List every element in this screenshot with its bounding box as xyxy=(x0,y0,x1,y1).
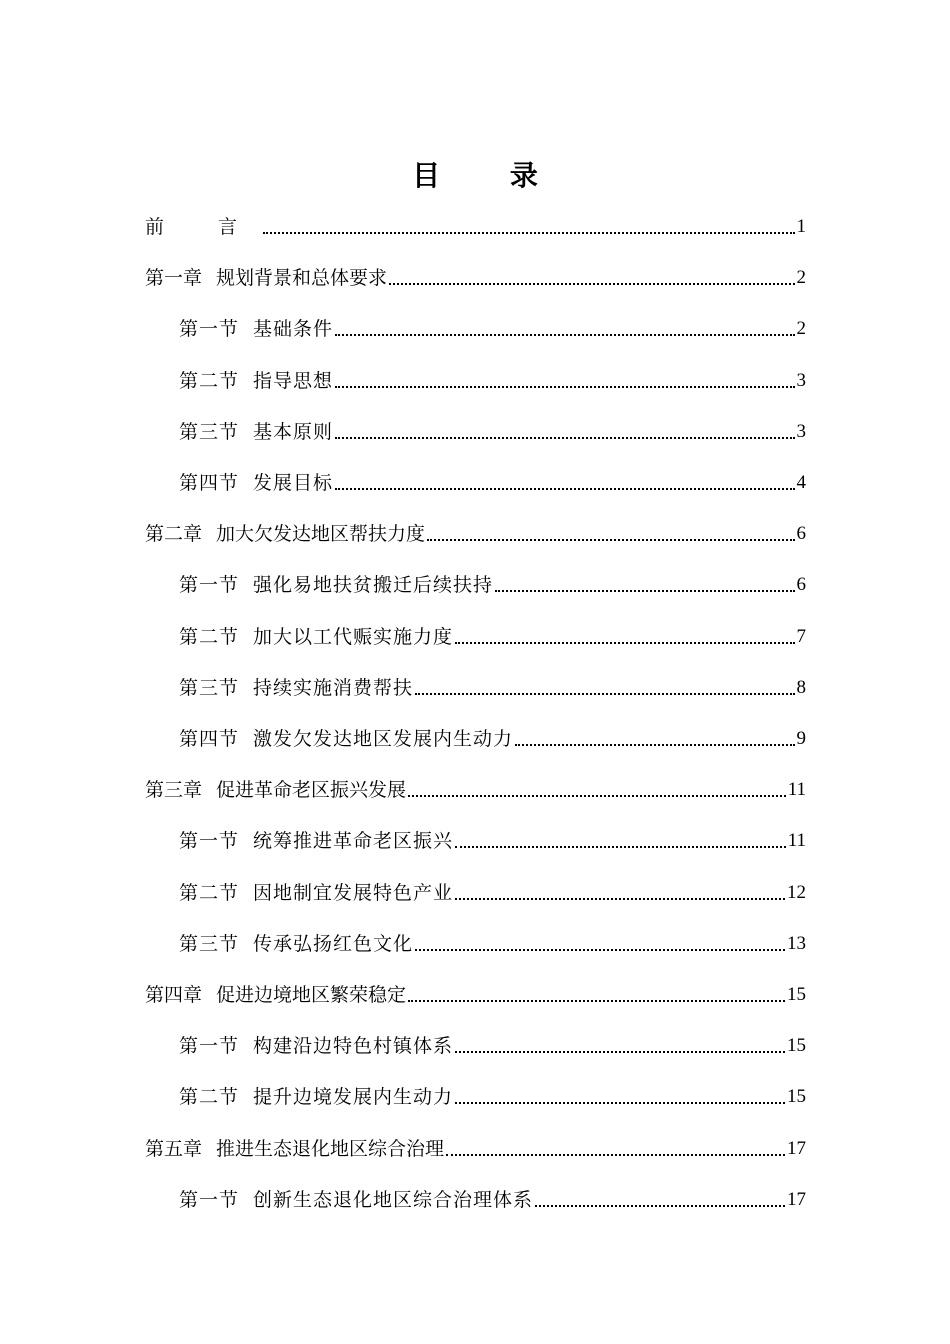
toc-entry-page-number: 11 xyxy=(787,830,806,852)
toc-section-entry[interactable] xyxy=(179,1070,806,1110)
toc-entry-page-number: 11 xyxy=(787,779,806,801)
dot-leader xyxy=(515,744,794,746)
toc-entry-number: 第二节 xyxy=(179,1086,240,1109)
toc-entry-number: 第三章 xyxy=(145,779,203,802)
dot-leader xyxy=(455,846,786,848)
toc-entry-number: 第五章 xyxy=(145,1137,203,1160)
toc-entry-text: 前 言 xyxy=(145,216,262,238)
toc-entry-text: 加大欠发达地区帮扶力度 xyxy=(216,523,426,546)
toc-chapter-entry[interactable] xyxy=(145,1122,806,1162)
toc-entry-number: 第四节 xyxy=(179,728,240,750)
toc-section-entry[interactable] xyxy=(179,610,806,650)
toc-entry-text: 发展目标 xyxy=(253,472,334,494)
toc-entry-label xyxy=(179,316,333,342)
toc-section-entry[interactable] xyxy=(179,866,806,906)
toc-entry-page-number: 15 xyxy=(787,1035,806,1057)
toc-entry-page-number: 3 xyxy=(796,420,806,442)
dot-leader xyxy=(455,898,785,900)
toc-entry-number: 第三节 xyxy=(179,420,240,443)
dot-leader xyxy=(263,232,794,234)
toc-section-entry[interactable] xyxy=(179,712,806,752)
toc-entry-number: 第二章 xyxy=(145,523,203,546)
dot-leader xyxy=(335,437,794,439)
toc-entry-label xyxy=(179,1187,533,1213)
toc-entry-text: 强化易地扶贫搬迁后续扶持 xyxy=(253,574,494,597)
dot-leader xyxy=(408,795,786,797)
toc-section-entry[interactable] xyxy=(179,814,806,854)
toc-entry-page-number: 1 xyxy=(796,216,806,237)
toc-entry-number: 第三节 xyxy=(179,932,240,955)
dot-leader xyxy=(455,1051,785,1053)
dot-leader xyxy=(427,539,794,541)
toc-entry-page-number: 7 xyxy=(796,625,806,647)
toc-chapter-entry[interactable] xyxy=(145,507,806,547)
toc-entry-page-number: 2 xyxy=(796,267,806,289)
toc-entry-label xyxy=(179,419,333,445)
toc-section-entry[interactable] xyxy=(179,1019,806,1059)
toc-entry-page-number: 9 xyxy=(796,728,806,749)
dot-leader xyxy=(455,1102,785,1104)
toc-entry-page-number: 12 xyxy=(787,881,806,903)
toc-entry-text: 持续实施消费帮扶 xyxy=(253,676,414,699)
toc-entry-number: 第四章 xyxy=(145,984,203,1006)
toc-entry-number: 第二节 xyxy=(179,625,240,648)
toc-entry-page-number: 2 xyxy=(796,318,806,340)
toc-entry-text: 促进边境地区繁荣稳定 xyxy=(216,984,407,1006)
toc-entry-page-number: 6 xyxy=(796,574,806,596)
toc-chapter-entry[interactable] xyxy=(145,251,806,291)
toc-entry-text: 提升边境发展内生动力 xyxy=(253,1086,454,1109)
dot-leader xyxy=(446,1154,785,1156)
toc-entry-label xyxy=(179,828,453,854)
dot-leader xyxy=(535,1205,785,1207)
toc-entry-page-number: 8 xyxy=(796,676,806,698)
toc-entry-text: 基本原则 xyxy=(253,420,334,443)
toc-entry-label xyxy=(145,214,261,240)
toc-entry-number: 第一节 xyxy=(179,318,240,341)
toc-entry-label xyxy=(179,880,453,906)
toc-section-entry[interactable] xyxy=(179,405,806,445)
toc-entry-page-number: 17 xyxy=(787,1188,806,1210)
toc-section-entry[interactable] xyxy=(179,456,806,496)
toc-entry-number: 第三节 xyxy=(179,676,240,699)
toc-entry-number: 第二节 xyxy=(179,881,240,904)
toc-entry-label xyxy=(145,265,387,291)
toc-section-entry[interactable] xyxy=(179,917,806,957)
dot-leader xyxy=(389,283,794,285)
toc-entry-text: 加大以工代赈实施力度 xyxy=(253,625,454,648)
dot-leader xyxy=(335,386,794,388)
toc-entry-number: 第一节 xyxy=(179,574,240,597)
toc-entry-label xyxy=(145,521,425,547)
toc-section-entry[interactable] xyxy=(179,661,806,701)
toc-entry-label xyxy=(145,777,406,803)
toc-entry-page-number: 13 xyxy=(787,932,806,954)
toc-entry-text: 激发欠发达地区发展内生动力 xyxy=(253,728,514,750)
toc-entry-label xyxy=(179,931,413,957)
dot-leader xyxy=(408,1000,785,1002)
toc-entry-text: 构建沿边特色村镇体系 xyxy=(253,1035,454,1058)
toc-entry-number: 第一章 xyxy=(145,267,203,290)
toc-entry-text: 规划背景和总体要求 xyxy=(216,267,388,290)
dot-leader xyxy=(335,334,794,336)
toc-entry-text: 统筹推进革命老区振兴 xyxy=(253,830,454,853)
toc-entry-number: 第一节 xyxy=(179,830,240,853)
toc-title: 目 录 xyxy=(412,159,568,192)
toc-entry-page-number: 17 xyxy=(787,1137,806,1159)
toc-entry-label xyxy=(145,1136,444,1162)
toc-section-entry[interactable] xyxy=(179,354,806,394)
toc-entry-page-number: 15 xyxy=(787,1086,806,1108)
dot-leader xyxy=(495,590,794,592)
toc-entry-page-number: 15 xyxy=(787,984,806,1005)
toc-section-entry[interactable] xyxy=(179,1173,806,1213)
toc-entry-number: 第一节 xyxy=(179,1188,240,1211)
toc-entry-label xyxy=(179,572,493,598)
toc-entry-label xyxy=(179,368,333,394)
toc-entry-text: 指导思想 xyxy=(253,369,334,392)
toc-entry-label xyxy=(179,1033,453,1059)
toc-entry-page-number: 4 xyxy=(796,472,806,493)
dot-leader xyxy=(415,949,785,951)
toc-chapter-entry[interactable] xyxy=(145,763,806,803)
toc-entry-page-number: 3 xyxy=(796,369,806,391)
toc-entry-text: 创新生态退化地区综合治理体系 xyxy=(253,1188,534,1211)
toc-entry-text: 基础条件 xyxy=(253,318,334,341)
dot-leader xyxy=(455,642,794,644)
toc-entry-label xyxy=(179,675,413,701)
toc-entry-text: 推进生态退化地区综合治理 xyxy=(216,1137,445,1160)
toc-section-entry[interactable] xyxy=(179,302,806,342)
toc-entry-number: 第一节 xyxy=(179,1035,240,1058)
toc-section-entry[interactable] xyxy=(179,558,806,598)
dot-leader xyxy=(415,693,794,695)
toc-entry-text: 促进革命老区振兴发展 xyxy=(216,779,407,802)
dot-leader xyxy=(335,488,794,490)
toc-entry-text: 传承弘扬红色文化 xyxy=(253,932,414,955)
toc-entry-label xyxy=(179,726,513,752)
toc-entry-label xyxy=(179,1084,453,1110)
toc-entry-text: 因地制宜发展特色产业 xyxy=(253,881,454,904)
toc-entry-label xyxy=(145,982,406,1008)
toc-entry-label xyxy=(179,470,333,496)
toc-entry-number: 第二节 xyxy=(179,369,240,392)
toc-entry-page-number: 6 xyxy=(796,523,806,545)
toc-chapter-entry[interactable] xyxy=(145,968,806,1008)
toc-entry-number: 第四节 xyxy=(179,472,240,494)
toc-chapter-entry[interactable] xyxy=(145,200,806,240)
toc-entry-label xyxy=(179,624,453,650)
